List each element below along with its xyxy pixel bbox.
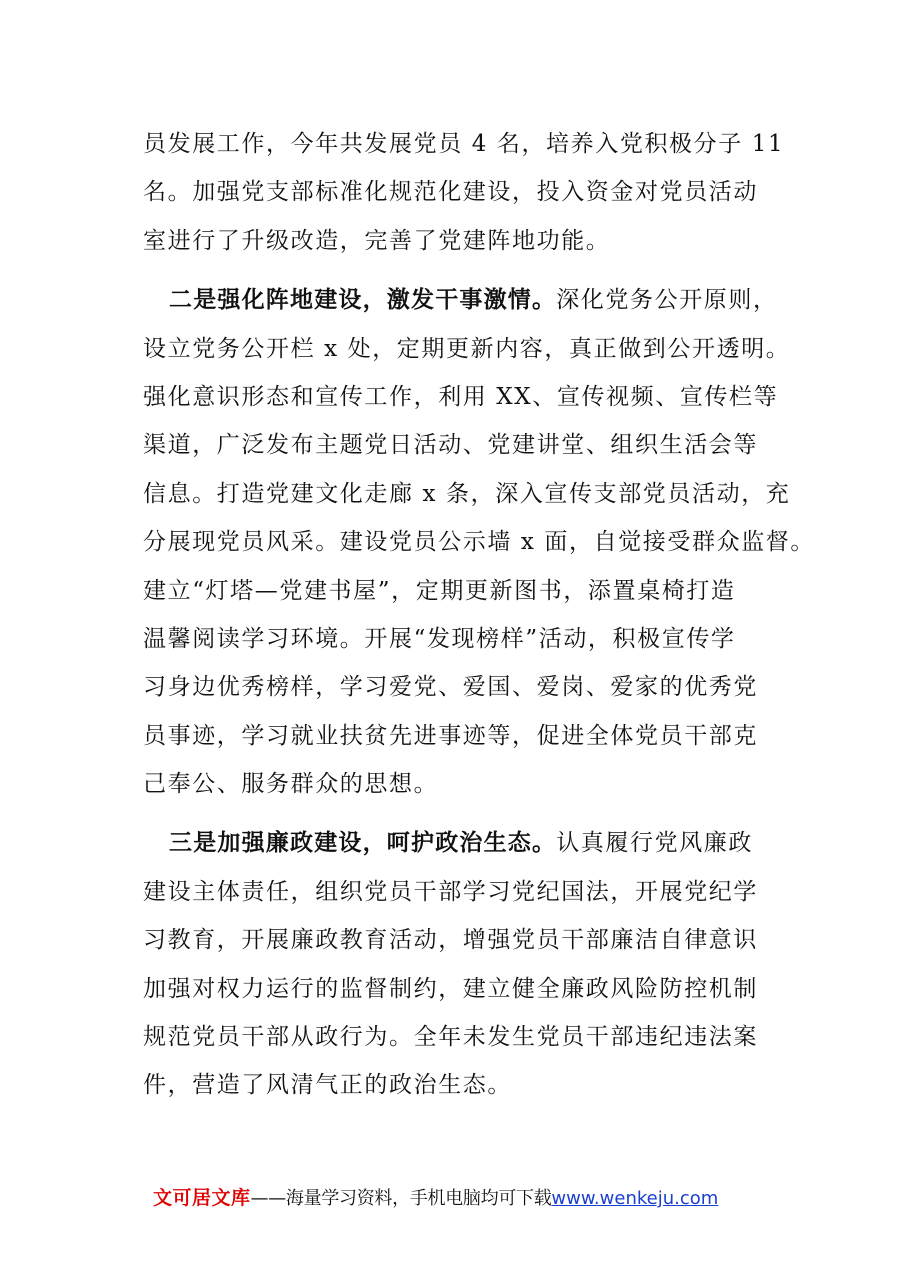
paragraph-integrity-building [143, 819, 793, 1109]
paragraph-line: 习身边优秀榜样，学习爱党、爱国、爱岗、爱家的优秀党 [143, 674, 758, 701]
paragraph-line: 规范党员干部从政行为。全年未发生党员干部违纪违法案 [143, 1024, 758, 1051]
paragraph-line: 分展现党员风采。建设党员公示墙 x 面，自觉接受群众监督。 [143, 529, 815, 556]
paragraph-first-line [143, 819, 793, 867]
paragraph-party-member-development [143, 120, 793, 265]
paragraph-line: 设立党务公开栏 x 处，定期更新内容，真正做到公开透明。 [143, 335, 791, 362]
footer-tagline: ——海量学习资料，手机电脑均可下载 [250, 1188, 552, 1209]
paragraph-lead-heading: 三是加强廉政建设，呵护政治生态。 [169, 830, 557, 857]
footer-site-link[interactable]: www.wenkeju.com [551, 1188, 719, 1209]
paragraph-line: 渠道，广泛发布主题党日活动、党建讲堂、组织生活会等 [143, 432, 758, 459]
paragraph-lead-heading: 二是强化阵地建设，激发干事激情。 [169, 287, 557, 314]
paragraph-line: 温馨阅读学习环境。开展“发现榜样”活动，积极宣传学 [143, 625, 736, 652]
paragraph-position-building [143, 276, 815, 808]
paragraph-first-line-rest: 深化党务公开原则， [556, 287, 778, 314]
paragraph-line: 室进行了升级改造，完善了党建阵地功能。 [143, 227, 611, 254]
paragraph-line: 员发展工作，今年共发展党员 4 名，培养入党积极分子 11 [143, 131, 785, 157]
paragraph-line: 己奉公、服务群众的思想。 [143, 771, 439, 798]
paragraph-line: 建立“灯塔—党建书屋”，定期更新图书，添置桌椅打造 [143, 577, 736, 604]
paragraph-line: 建设主体责任，组织党员干部学习党纪国法，开展党纪学 [143, 878, 758, 905]
paragraph-line: 强化意识形态和宣传工作，利用 XX、宣传视频、宣传栏等 [143, 383, 779, 410]
paragraph-line: 员事迹，学习就业扶贫先进事迹等，促进全体党员干部克 [143, 722, 758, 749]
paragraph-line: 信息。打造党建文化走廊 x 条，深入宣传支部党员活动，充 [143, 480, 791, 507]
page-footer [153, 1183, 718, 1213]
paragraph-first-line-rest: 认真履行党风廉政 [556, 830, 754, 857]
paragraph-first-line [143, 276, 793, 324]
paragraph-line: 习教育，开展廉政教育活动，增强党员干部廉洁自律意识 [143, 927, 758, 954]
footer-brand: 文可居文库 [153, 1187, 251, 1209]
paragraph-line: 名。加强党支部标准化规范化建设，投入资金对党员活动 [143, 179, 758, 206]
document-body [143, 120, 815, 1110]
paragraph-line: 件，营造了风清气正的政治生态。 [143, 1072, 512, 1099]
paragraph-line: 加强对权力运行的监督制约，建立健全廉政风险防控机制 [143, 975, 758, 1002]
